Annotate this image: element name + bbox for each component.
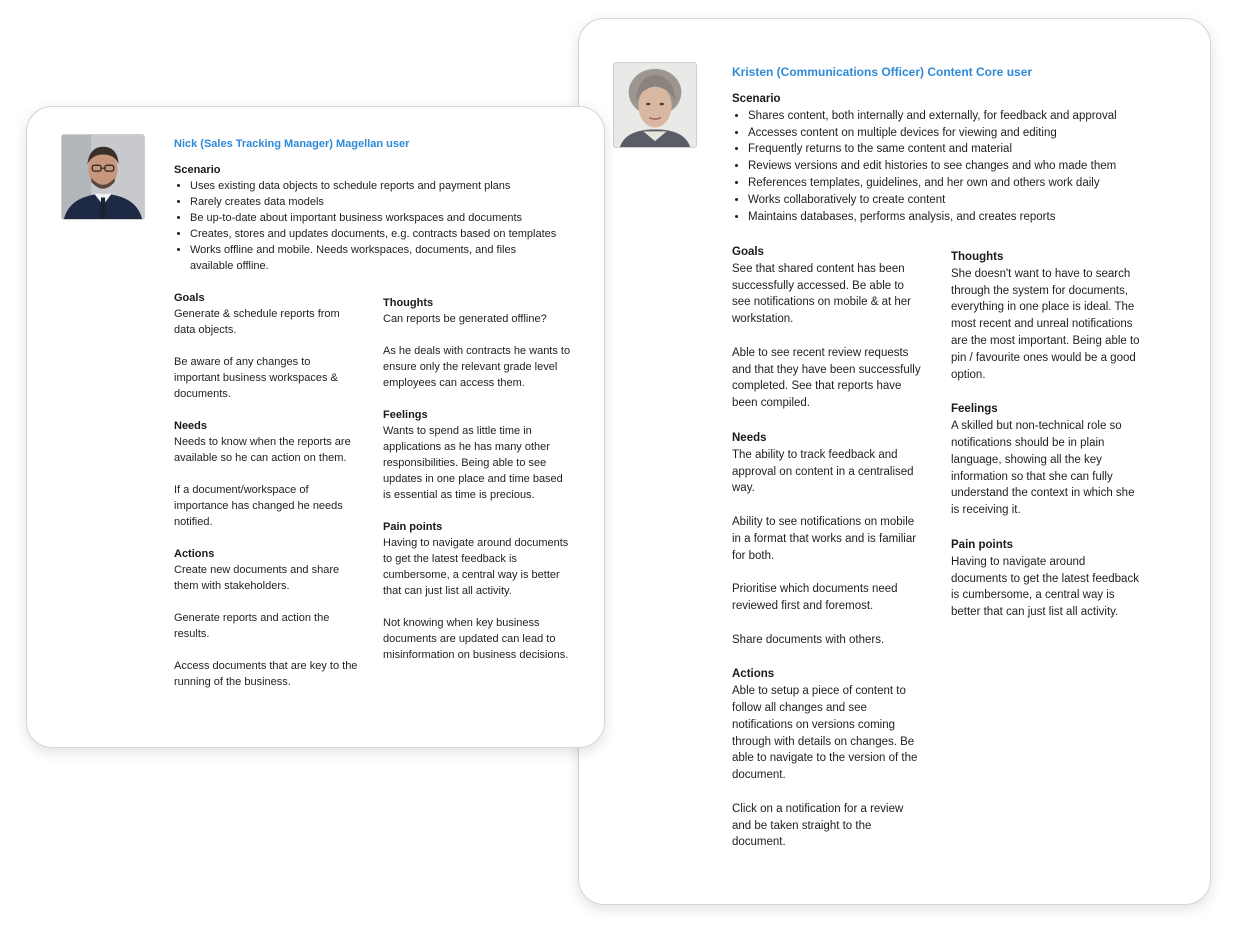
kristen-needs-text: Ability to see notifications on mobile in a format that works and is familiar for both. <box>732 515 917 562</box>
nick-scenario-list <box>174 178 584 274</box>
nick-actions-text: Generate reports and action the results. <box>174 612 330 640</box>
list-item: • Creates, stores and updates documents, e.g. contracts based on templates <box>190 226 584 242</box>
persona-card-nick <box>26 106 605 748</box>
kristen-feelings-text: A skilled but non-technical role so notifications should be in plain language, showing all the key information so that she can fully understand the context in which she is receiving it. <box>951 420 1135 517</box>
list-item: • Reviews versions and edit histories to see changes and who made them <box>748 158 1172 175</box>
list-item: • References templates, guidelines, and her own and others work daily <box>748 175 1172 192</box>
nick-avatar <box>61 134 145 220</box>
list-item: • Be up-to-date about important business workspaces and documents <box>190 210 584 226</box>
kristen-thoughts-heading: Thoughts <box>951 251 1004 263</box>
kristen-goals-text: Able to see recent review requests and that they have been successfully completed. See that reports have been compiled. <box>732 346 921 410</box>
list-item: • Accesses content on multiple devices for viewing and editing <box>748 125 1172 142</box>
nick-right-column <box>383 295 573 663</box>
list-item: • Shares content, both internally and externally, for feedback and approval <box>748 108 1172 125</box>
nick-actions-text: Access documents that are key to the running of the business. <box>174 660 358 688</box>
nick-pain-points-text: Not knowing when key business documents are updated can lead to misinformation on business decisions. <box>383 617 569 661</box>
nick-persona-title: Nick (Sales Tracking Manager) Magellan user <box>174 138 410 150</box>
kristen-actions-text: Click on a notification for a review and be taken straight to the document. <box>732 802 904 849</box>
nick-needs-heading: Needs <box>174 420 208 432</box>
kristen-left-column <box>732 244 922 851</box>
list-item: • Works offline and mobile. Needs workspaces, documents, and files available offline. <box>190 242 535 274</box>
nick-feelings-text: Wants to spend as little time in applications as he has many other responsibilities. Being able to see updates in one place and time based is essential as time is precious. <box>383 425 563 501</box>
nick-scenario-heading: Scenario <box>174 164 221 176</box>
kristen-portrait-image <box>614 63 696 147</box>
list-item: • Frequently returns to the same content and material <box>748 141 1172 158</box>
nick-feelings-heading: Feelings <box>383 409 428 421</box>
kristen-feelings-heading: Feelings <box>951 403 998 416</box>
kristen-needs-text: Prioritise which documents need reviewed first and foremost. <box>732 583 898 612</box>
kristen-avatar <box>613 62 697 148</box>
list-item: • Uses existing data objects to schedule reports and payment plans <box>190 178 584 194</box>
kristen-thoughts-text: She doesn't want to have to search through the system for documents, everything in one place is ideal. The most recent and unreal notifications are the most important. Being able to pin / favourite ones would be a good option. <box>951 267 1140 381</box>
nick-left-column <box>174 290 359 690</box>
kristen-scenario-heading: Scenario <box>732 93 781 105</box>
nick-thoughts-text: Can reports be generated offline? <box>383 313 547 325</box>
kristen-goals-heading: Goals <box>732 246 764 258</box>
kristen-pain-points-heading: Pain points <box>951 538 1013 551</box>
nick-needs-text: If a document/workspace of importance has changed he needs notified. <box>174 484 343 528</box>
kristen-needs-text: The ability to track feedback and approval on content in a centralised way. <box>732 448 914 495</box>
kristen-actions-heading: Actions <box>732 668 775 681</box>
kristen-right-column <box>951 249 1141 621</box>
kristen-goals-text: See that shared content has been successfully accessed. Be able to see notifications on mobile & at her workstation. <box>732 262 911 326</box>
nick-pain-points-text: Having to navigate around documents to get the latest feedback is cumbersome, a central way is better that can just list all activity. <box>383 537 569 597</box>
list-item: • Maintains databases, performs analysis, and creates reports <box>748 209 1172 226</box>
nick-actions-text: Create new documents and share them with stakeholders. <box>174 564 340 592</box>
nick-portrait-image <box>62 135 144 219</box>
persona-card-kristen <box>578 18 1211 905</box>
kristen-pain-points-text: Having to navigate around documents to get the latest feedback is cumbersome, a central way is better that can just list all activity. <box>951 555 1139 619</box>
nick-pain-points-heading: Pain points <box>383 521 443 533</box>
nick-goals-text: Be aware of any changes to important business workspaces & documents. <box>174 356 338 400</box>
kristen-scenario-section <box>732 91 1172 225</box>
nick-scenario-section <box>174 162 584 274</box>
list-item: • Works collaboratively to create content <box>748 192 1172 209</box>
kristen-needs-heading: Needs <box>732 431 767 444</box>
kristen-scenario-list <box>732 108 1172 226</box>
nick-goals-text: Generate & schedule reports from data objects. <box>174 308 340 336</box>
kristen-persona-title: Kristen (Communications Officer) Content Core user <box>732 65 1033 79</box>
nick-thoughts-heading: Thoughts <box>383 297 434 309</box>
nick-thoughts-text: As he deals with contracts he wants to ensure only the relevant grade level employees can access them. <box>383 345 571 389</box>
kristen-actions-text: Able to setup a piece of content to follow all changes and see notifications on versions coming through with details on changes. Be able to navigate to the version of the document. <box>732 685 918 782</box>
nick-goals-heading: Goals <box>174 292 205 304</box>
nick-actions-heading: Actions <box>174 548 215 560</box>
list-item: • Rarely creates data models <box>190 194 584 210</box>
kristen-needs-text: Share documents with others. <box>732 633 885 646</box>
nick-needs-text: Needs to know when the reports are available so he can action on them. <box>174 436 351 464</box>
